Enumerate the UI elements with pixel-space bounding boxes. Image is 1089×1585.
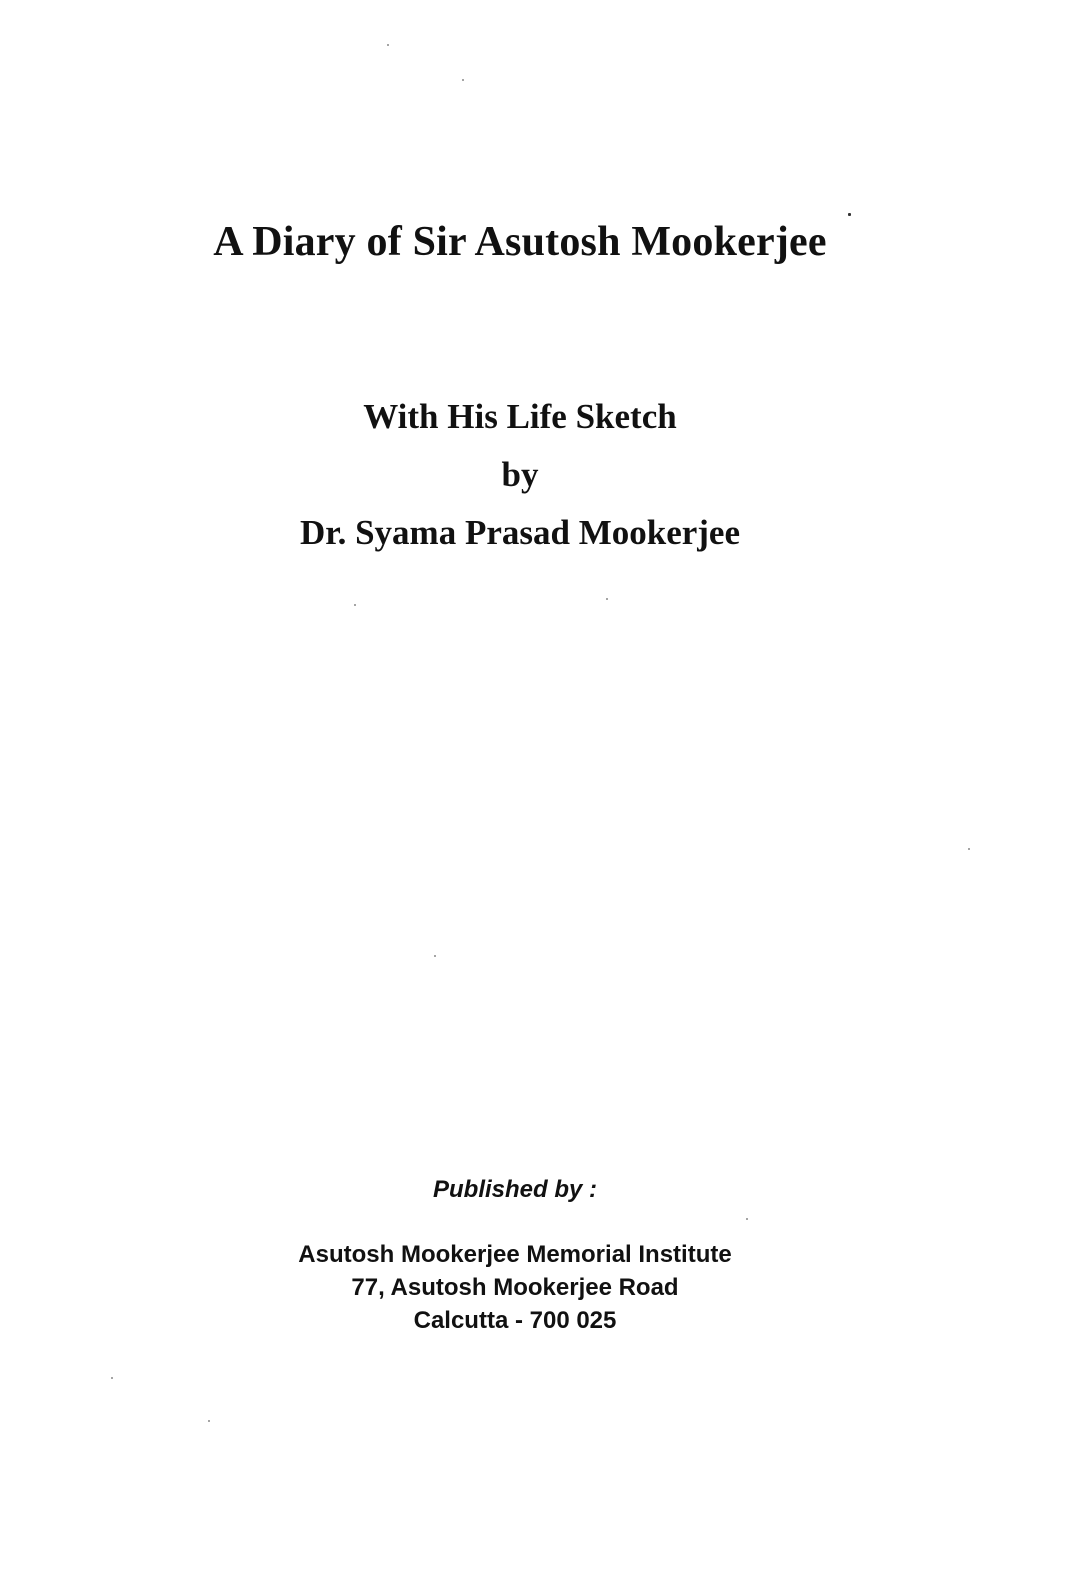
publisher-address: 77, Asutosh Mookerjee Road bbox=[351, 1274, 679, 1301]
scan-speck bbox=[462, 79, 464, 81]
book-title: A Diary of Sir Asutosh Mookerjee bbox=[213, 219, 827, 265]
publisher-block bbox=[0, 1172, 1030, 1337]
by-line: by bbox=[501, 455, 539, 494]
publisher-city: Calcutta - 700 025 bbox=[413, 1307, 617, 1334]
scan-speck bbox=[434, 955, 436, 957]
scan-speck bbox=[354, 604, 356, 606]
subtitle-line: With His Life Sketch bbox=[363, 397, 677, 436]
scan-speck bbox=[848, 213, 851, 216]
scan-speck bbox=[387, 44, 389, 46]
scan-speck bbox=[111, 1377, 113, 1379]
publisher-name: Asutosh Mookerjee Memorial Institute bbox=[298, 1241, 732, 1268]
published-by-label: Published by : bbox=[432, 1176, 597, 1203]
scan-speck bbox=[606, 598, 608, 600]
scan-speck bbox=[208, 1420, 210, 1422]
scan-speck bbox=[746, 1218, 748, 1220]
scan-speck bbox=[968, 848, 970, 850]
author-name: Dr. Syama Prasad Mookerjee bbox=[299, 513, 740, 552]
subtitle-block bbox=[0, 388, 1040, 562]
